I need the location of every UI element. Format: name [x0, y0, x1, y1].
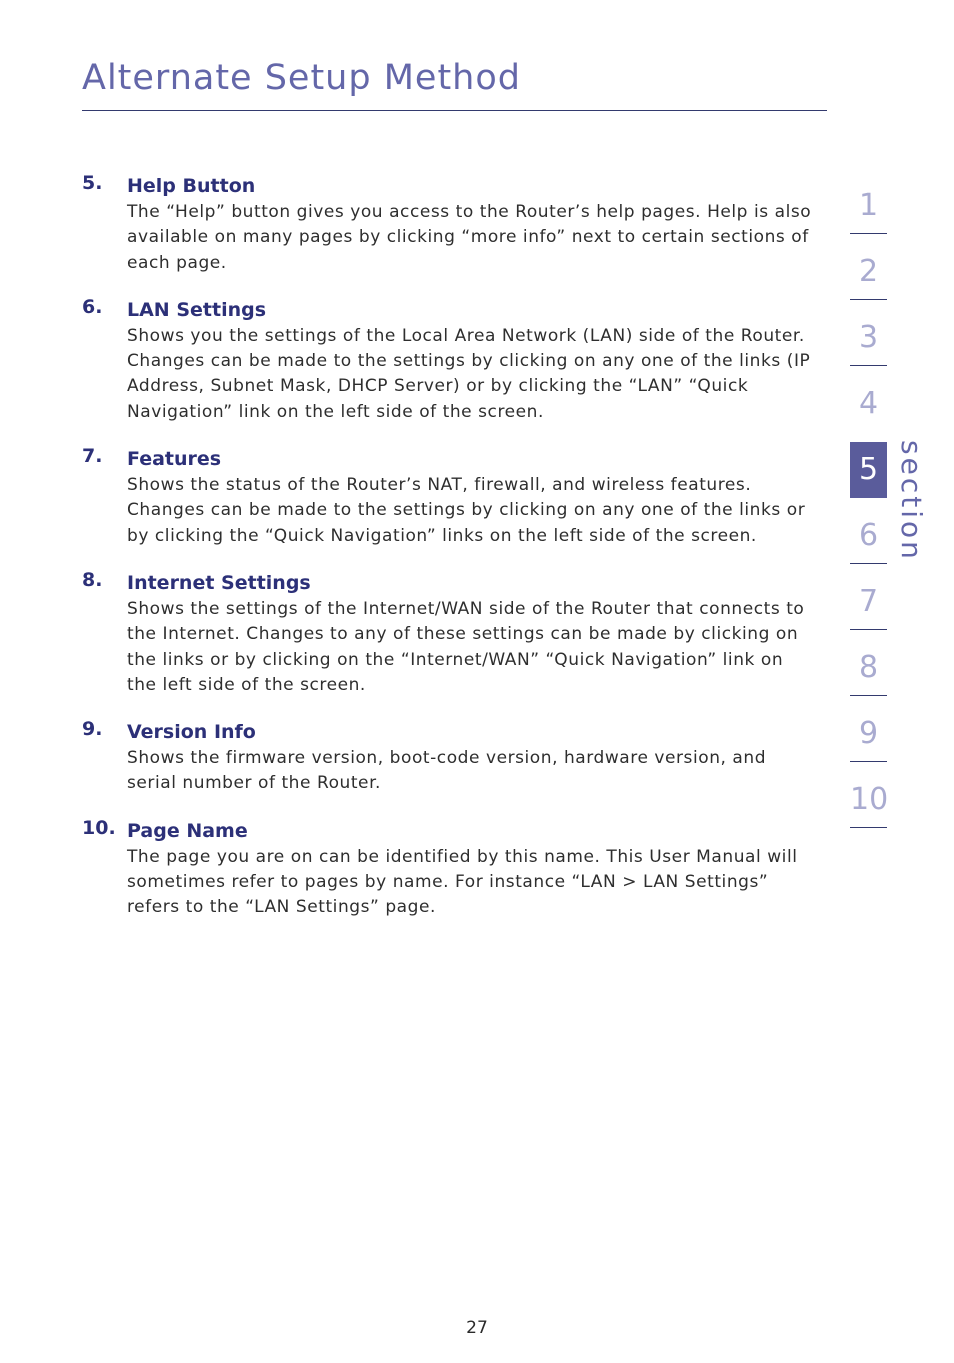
nav-divider [850, 629, 887, 630]
section-nav-item-7[interactable]: 7 [858, 584, 879, 619]
page-number: 27 [466, 1318, 488, 1338]
item-number: 6. [82, 295, 103, 318]
section-nav-item-3[interactable]: 3 [858, 320, 879, 355]
item-number: 5. [82, 172, 103, 194]
item-number: 10. [82, 816, 116, 839]
title-divider [82, 110, 827, 111]
section-nav-item-8[interactable]: 8 [858, 650, 879, 685]
nav-divider [850, 299, 887, 300]
item-description: The “Help” button gives you access to the Router’s help pages. Help is also available on many pages by clicking “more info” next to certain sections of each page. [127, 202, 812, 273]
item-description: Shows you the settings of the Local Area Network (LAN) side of the Router. Changes can be made to the settings by clicking on any one of the links (IP Address, Subnet Mask, DHCP Server) or by clicking the “LAN” “Quick Navigation” link on the left side of the screen. [127, 325, 811, 422]
item-heading: Help Button [127, 175, 256, 197]
item-description: Shows the firmware version, boot-code version, hardware version, and serial number of the Router. [127, 748, 767, 794]
section-nav-item-1[interactable]: 1 [858, 188, 879, 223]
list-item [82, 172, 812, 276]
item-number: 7. [82, 445, 103, 468]
section-nav-item-9[interactable]: 9 [858, 716, 879, 751]
item-number: 8. [82, 568, 103, 591]
list-item [82, 296, 812, 425]
section-label: section [895, 440, 928, 562]
list-item [82, 569, 812, 698]
item-heading: Version Info [127, 721, 256, 744]
item-description: Shows the settings of the Internet/WAN side of the Router that connects to the Internet. Changes to any of these settings can be made by clicking on the links or by clicking on the “Internet/WAN” “Quick Navigation” link on the left side of the screen. [127, 598, 805, 695]
item-heading: Internet Settings [127, 571, 311, 594]
item-heading: Features [127, 448, 222, 471]
list-item [82, 445, 812, 549]
nav-divider [850, 563, 887, 564]
nav-divider [850, 827, 887, 828]
section-nav-item-4[interactable]: 4 [858, 386, 879, 421]
section-nav-item-6[interactable]: 6 [858, 518, 879, 553]
item-heading: LAN Settings [127, 298, 267, 321]
section-nav-item-2[interactable]: 2 [858, 254, 879, 289]
list-item [82, 817, 812, 921]
nav-divider [850, 233, 887, 234]
nav-divider [850, 365, 887, 366]
item-description: Shows the status of the Router’s NAT, firewall, and wireless features. Changes can be made to the settings by clicking on any one of the links or by clicking the “Quick Navigation” links on the left side of the screen. [127, 475, 806, 546]
nav-divider [850, 761, 887, 762]
nav-divider [850, 695, 887, 696]
item-heading: Page Name [127, 819, 248, 842]
item-number: 9. [82, 718, 103, 741]
item-list [82, 172, 812, 921]
item-description: The page you are on can be identified by this name. This User Manual will sometimes refer to pages by name. For instance “LAN > LAN Settings” refers to the “LAN Settings” page. [127, 846, 798, 918]
page-title: Alternate Setup Method [82, 58, 521, 98]
list-item [82, 718, 812, 797]
section-nav-item-5-active[interactable]: 5 [850, 442, 887, 498]
section-nav-item-10[interactable]: 10 [850, 782, 889, 817]
